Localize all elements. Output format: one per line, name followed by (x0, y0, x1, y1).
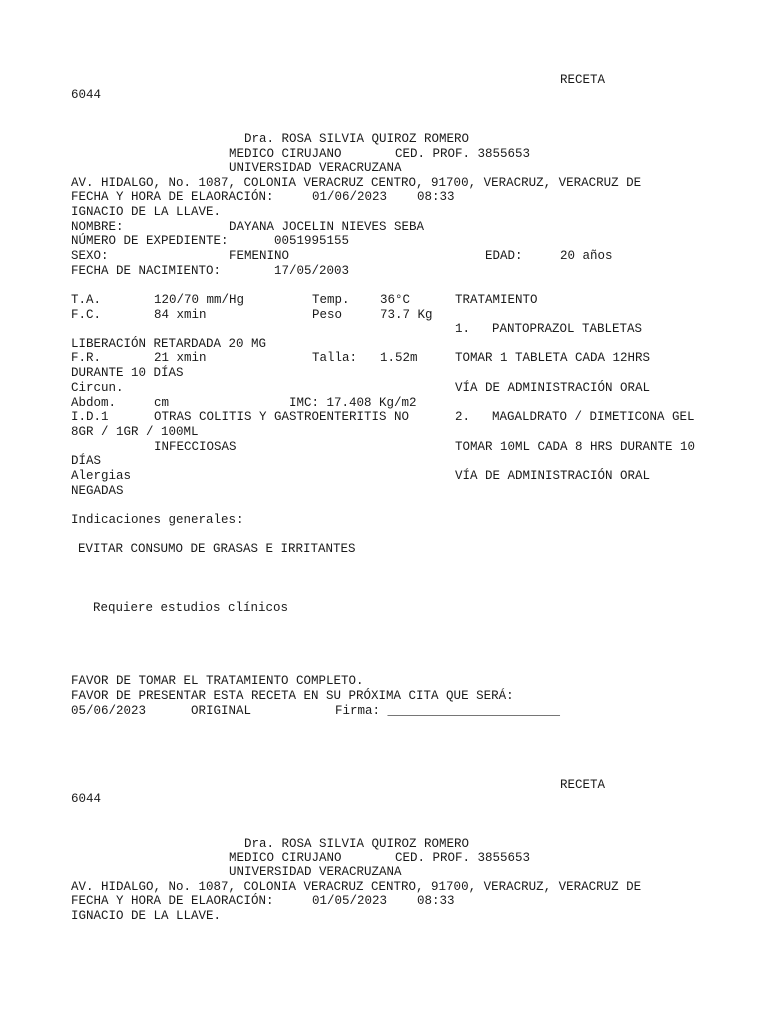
date-value-2: 01/05/2023 (312, 894, 388, 908)
fc-label: F.C. (71, 308, 102, 322)
ta-value: 120/70 mm/Hg (154, 293, 245, 307)
ced-prof: CED. PROF. 3855653 (395, 147, 531, 161)
sexo-label: SEXO: (71, 249, 109, 263)
med1-dose: TOMAR 1 TABLETA CADA 12HRS (455, 351, 651, 365)
med2-name-cont: 8GR / 1GR / 100ML (71, 425, 199, 439)
sexo-value: FEMENINO (229, 249, 290, 263)
imc-value: IMC: 17.408 Kg/m2 (289, 396, 417, 410)
date-label-2: FECHA Y HORA DE ELAORACIÓN: (71, 894, 274, 908)
indicaciones-text: EVITAR CONSUMO DE GRASAS E IRRITANTES (78, 542, 356, 556)
temp-value: 36°C (380, 293, 411, 307)
diagnosis: OTRAS COLITIS Y GASTROENTERITIS NO (154, 410, 410, 424)
date-value: 01/06/2023 (312, 190, 388, 204)
fr-label: F.R. (71, 351, 102, 365)
diagnosis-cont: INFECCIOSAS (154, 440, 237, 454)
med2-dose-cont: DÍAS (71, 454, 102, 468)
copy-type: ORIGINAL (191, 704, 252, 718)
doctor-title: MEDICO CIRUJANO (229, 147, 342, 161)
abdom-label: Abdom. (71, 396, 117, 410)
footer-line-1: FAVOR DE TOMAR EL TRATAMIENTO COMPLETO. (71, 674, 364, 688)
med1-name-cont: LIBERACIÓN RETARDADA 20 MG (71, 337, 267, 351)
alergias-value: NEGADAS (71, 484, 124, 498)
university-2: UNIVERSIDAD VERACRUZANA (229, 865, 402, 879)
med1-name: PANTOPRAZOL TABLETAS (492, 322, 643, 336)
estudios-text: Requiere estudios clínicos (93, 601, 289, 615)
abdom-unit: cm (154, 396, 170, 410)
next-appointment-date: 05/06/2023 (71, 704, 147, 718)
receta-number: 6044 (71, 88, 102, 102)
med1-number: 1. (455, 322, 471, 336)
university: UNIVERSIDAD VERACRUZANA (229, 161, 402, 175)
doctor-name: Dra. ROSA SILVIA QUIROZ ROMERO (244, 132, 470, 146)
med2-name: MAGALDRATO / DIMETICONA GEL (492, 410, 695, 424)
id-label: I.D.1 (71, 410, 109, 424)
peso-value: 73.7 Kg (380, 308, 433, 322)
nacimiento-value: 17/05/2003 (274, 264, 350, 278)
footer-line-2: FAVOR DE PRESENTAR ESTA RECETA EN SU PRÓXIMA CITA QUE SERÁ: (71, 689, 514, 703)
ta-label: T.A. (71, 293, 102, 307)
address-2: AV. HIDALGO, No. 1087, COLONIA VERACRUZ CENTRO, 91700, VERACRUZ, VERACRUZ DE (71, 880, 642, 894)
med1-dose-cont: DURANTE 10 DÍAS (71, 366, 184, 380)
tratamiento-heading: TRATAMIENTO (455, 293, 538, 307)
circun-label: Circun. (71, 381, 124, 395)
nombre-label: NOMBRE: (71, 220, 124, 234)
expediente-label: NÚMERO DE EXPEDIENTE: (71, 234, 229, 248)
med2-dose: TOMAR 10ML CADA 8 HRS DURANTE 10 (455, 440, 696, 454)
med2-number: 2. (455, 410, 471, 424)
med1-route: VÍA DE ADMINISTRACIÓN ORAL (455, 381, 651, 395)
alergias-label: Alergias (71, 469, 132, 483)
temp-label: Temp. (312, 293, 350, 307)
talla-label: Talla: (312, 351, 358, 365)
address-cont: IGNACIO DE LA LLAVE. (71, 205, 222, 219)
receta-label: RECETA (560, 73, 606, 87)
date-label: FECHA Y HORA DE ELAORACIÓN: (71, 190, 274, 204)
indicaciones-label: Indicaciones generales: (71, 513, 244, 527)
edad-label: EDAD: (485, 249, 523, 263)
expediente-value: 0051995155 (274, 234, 350, 248)
address: AV. HIDALGO, No. 1087, COLONIA VERACRUZ CENTRO, 91700, VERACRUZ, VERACRUZ DE (71, 176, 642, 190)
med2-route: VÍA DE ADMINISTRACIÓN ORAL (455, 469, 651, 483)
doctor-title-2: MEDICO CIRUJANO (229, 851, 342, 865)
nacimiento-label: FECHA DE NACIMIENTO: (71, 264, 222, 278)
signature-line: Firma: _______________________ (335, 704, 561, 718)
fc-value: 84 xmin (154, 308, 207, 322)
talla-value: 1.52m (380, 351, 418, 365)
receta-number-2: 6044 (71, 792, 102, 806)
time-value: 08:33 (417, 190, 455, 204)
address-cont-2: IGNACIO DE LA LLAVE. (71, 909, 222, 923)
edad-value: 20 años (560, 249, 613, 263)
time-value-2: 08:33 (417, 894, 455, 908)
fr-value: 21 xmin (154, 351, 207, 365)
nombre-value: DAYANA JOCELIN NIEVES SEBA (229, 220, 425, 234)
doctor-name-2: Dra. ROSA SILVIA QUIROZ ROMERO (244, 837, 470, 851)
ced-prof-2: CED. PROF. 3855653 (395, 851, 531, 865)
receta-label-2: RECETA (560, 778, 606, 792)
peso-label: Peso (312, 308, 343, 322)
